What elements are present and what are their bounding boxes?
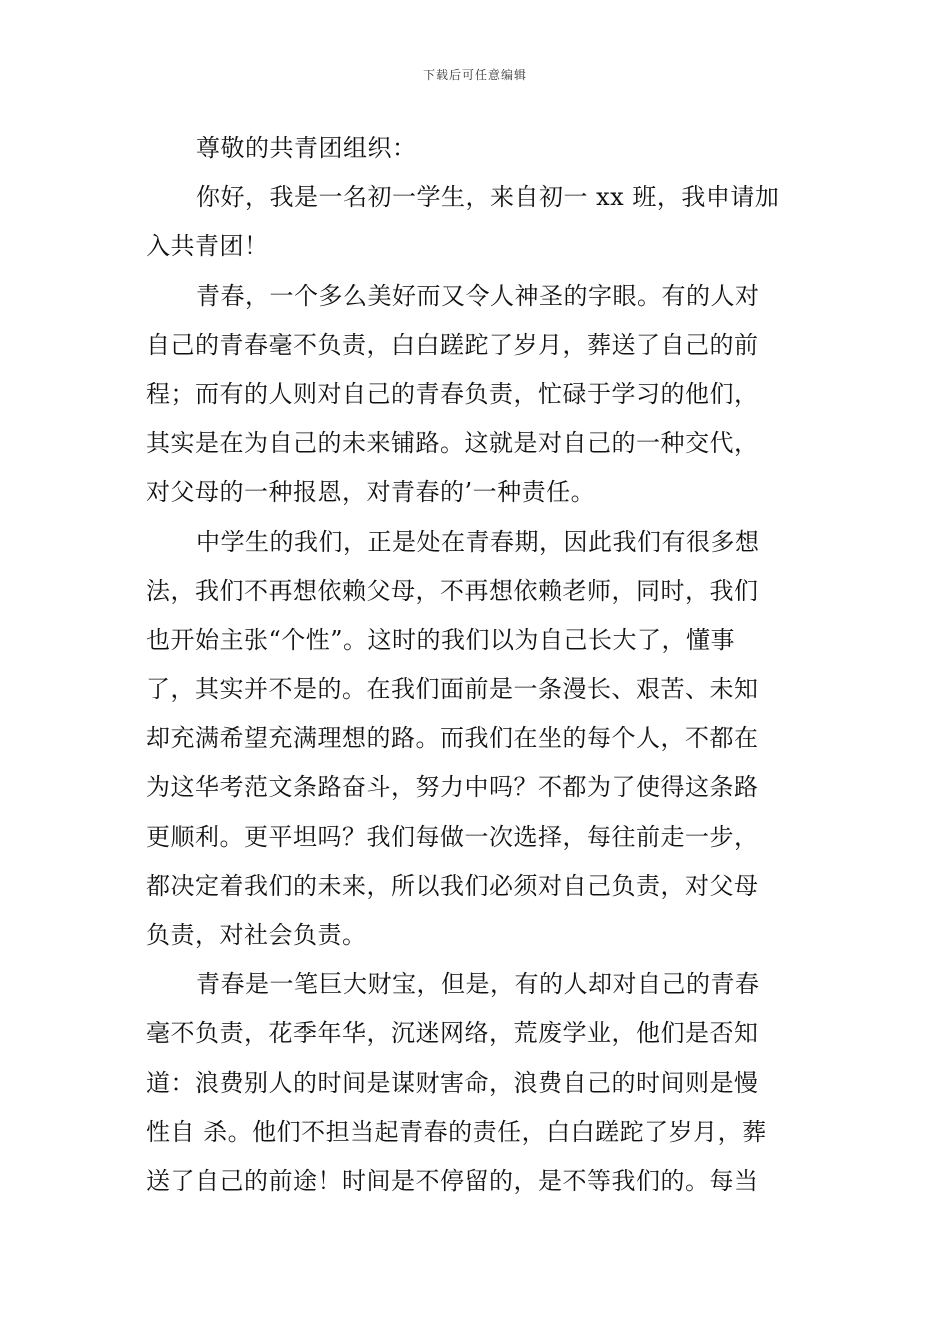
text-line: 入共青团！: [146, 232, 269, 261]
text-line: 更顺利。更平坦吗？我们每做一次选择，每往前走一步，: [146, 822, 759, 851]
text-line: 了，其实并不是的。在我们面前是一条漫长、艰苦、未知: [146, 675, 759, 704]
text-line: 青春是一笔巨大财宝，但是，有的人却对自己的青春: [196, 970, 760, 999]
text-line: 也开始主张“个性”。这时的我们以为自己长大了，懂事: [146, 625, 736, 654]
text-line: 对父母的一种报恩，对青春的’一种责任。: [146, 478, 596, 507]
text-line: 法，我们不再想依赖父母，不再想依赖老师，同时，我们: [146, 576, 759, 605]
text-line: 青春，一个多么美好而又令人神圣的字眼。有的人对: [196, 281, 760, 310]
text-line: 都决定着我们的未来，所以我们必须对自己负责，对父母: [146, 871, 759, 900]
text-line: 送了自己的前途！时间是不停留的，是不等我们的。每当: [146, 1166, 759, 1195]
text-line: 程；而有的人则对自己的青春负责，忙碌于学习的他们，: [146, 379, 759, 408]
text-line: 负责，对社会负责。: [146, 921, 367, 949]
text-line: 为这华考范文条路奋斗，努力中吗？不都为了使得这条路: [146, 773, 759, 802]
text-line: 自己的青春毫不负责，白白蹉跎了岁月，葬送了自己的前: [146, 330, 759, 359]
document-body: [146, 124, 808, 1206]
text-line: 性自 杀。他们不担当起青春的责任，白白蹉跎了岁月，葬: [146, 1117, 767, 1146]
text-line: 却充满希望充满理想的路。而我们在坐的每个人，不都在: [146, 724, 759, 753]
text-line: 其实是在为自己的未来铺路。这就是对自己的一种交代，: [146, 429, 759, 458]
text-line: 道：浪费别人的时间是谋财害命，浪费自己的时间则是慢: [146, 1068, 759, 1097]
text-line: 毫不负责，花季年华，沉迷网络，荒废学业，他们是否知: [146, 1019, 759, 1048]
text-line: 尊敬的共青团组织：: [196, 134, 417, 162]
text-line: 你好，我是一名初一学生，来自初一 xx 班，我申请加: [196, 183, 780, 212]
text-line: 中学生的我们，正是处在青春期，因此我们有很多想: [196, 527, 760, 556]
page-header: 下载后可任意编辑: [422, 68, 527, 82]
